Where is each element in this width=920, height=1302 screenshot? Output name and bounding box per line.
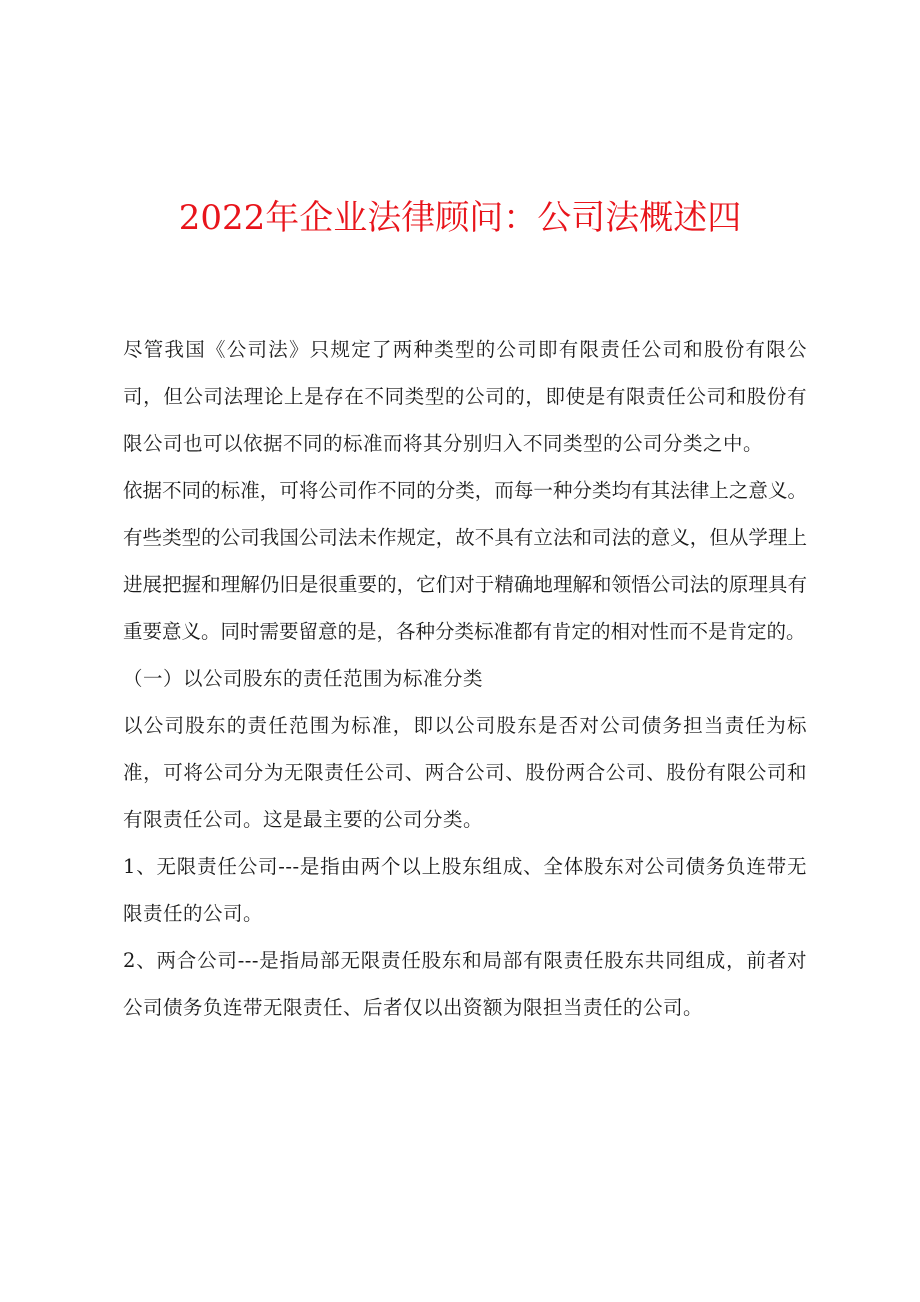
list-item-unlimited-company: 1、无限责任公司---是指由两个以上股东组成、全体股东对公司债务负连带无限责任的公司。 — [123, 855, 807, 925]
list-item-limited-partnership-company: 2、两合公司---是指局部无限责任股东和局部有限责任股东共同组成，前者对公司债务负连带无限责任、后者仅以出资额为限担当责任的公司。 — [123, 949, 807, 1019]
paragraph-liability-scope: 以公司股东的责任范围为标准，即以公司股东是否对公司债务担当责任为标准，可将公司分为无限责任公司、两合公司、股份两合公司、股份有限公司和有限责任公司。这是最主要的公司分类。 — [123, 714, 807, 831]
document-title: 2022年企业法律顾问：公司法概述四 — [178, 198, 742, 238]
paragraph-classification-meaning: 依据不同的标准，可将公司作不同的分类，而每一种分类均有其法律上之意义。有些类型的公司我国公司法未作规定，故不具有立法和司法的意义，但从学理上进展把握和理解仍旧是很重要的，它们对于精确地理解和领悟公司法的原理具有重要意义。同时需要留意的是，各种分类标准都有肯定的相对性而不是肯定的。 — [123, 479, 807, 643]
section-heading-liability-scope: （一）以公司股东的责任范围为标准分类 — [123, 667, 484, 690]
document-body — [123, 326, 807, 1031]
paragraph-intro: 尽管我国《公司法》只规定了两种类型的公司即有限责任公司和股份有限公司，但公司法理论上是存在不同类型的公司的，即使是有限责任公司和股份有限公司也可以依据不同的标准而将其分别归入不同类型的公司分类之中。 — [123, 338, 807, 455]
